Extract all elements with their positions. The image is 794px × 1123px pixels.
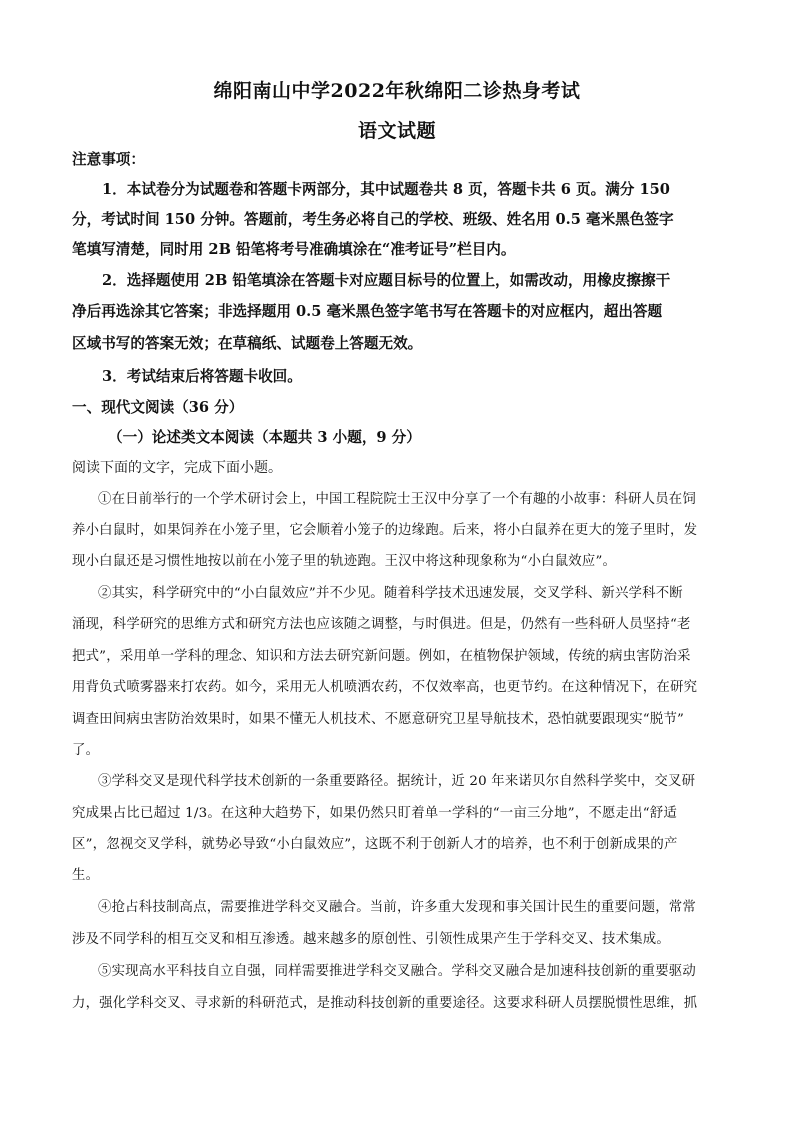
notice-line: 净后再选涂其它答案；非选择题用 0.5 毫米黑色签字笔书写在答题卡的对应框内，超出答题 <box>72 303 663 320</box>
passage-line: 涉及不同学科的相互交叉和相互渗透。越来越多的原创性、引领性成果产生于学科交叉、技术集成。 <box>72 932 670 947</box>
notice-line: 3．考试结束后将答题卡收回。 <box>102 368 302 385</box>
notice-heading: 注意事项： <box>72 151 145 168</box>
passage-line: ⑤实现高水平科技自立自强，同样需要推进学科交叉融合。学科交叉融合是加速科技创新的重要驱动 <box>98 964 696 979</box>
section-heading: 一、现代文阅读（36 分） <box>72 399 244 416</box>
passage-line: 了。 <box>72 743 100 758</box>
passage-line: 生。 <box>72 868 100 883</box>
passage-line: ③学科交叉是现代科学技术创新的一条重要路径。据统计，近 20 年来诺贝尔自然科学奖中，交叉研 <box>98 774 696 789</box>
subsection-heading: （一）论述类文本阅读（本题共 3 小题，9 分） <box>108 429 421 446</box>
notice-line: 笔填写清楚，同时用 2B 铅笔将考号准确填涂在“准考证号”栏目内。 <box>72 241 516 258</box>
notice-line: 区域书写的答案无效；在草稿纸、试题卷上答题无效。 <box>72 335 423 352</box>
notice-line: 1．本试卷分为试题卷和答题卡两部分，其中试题卷共 8 页，答题卡共 6 页。满分 150 <box>102 181 670 198</box>
passage-line: ①在日前举行的一个学术研讨会上，中国工程院院士王汉中分享了一个有趣的小故事：科研人员在饲 <box>98 492 696 507</box>
reading-instruction: 阅读下面的文字，完成下面小题。 <box>72 460 282 476</box>
passage-line: 力，强化学科交叉、寻求新的科研范式，是推动科技创新的重要途径。这要求科研人员摆脱惯性思维，抓 <box>72 996 698 1011</box>
passage-line: 用背负式喷雾器来打农药。如今，采用无人机喷洒农药，不仅效率高，也更节约。在这种情况下，在研究 <box>72 680 698 695</box>
passage-line: ④抢占科技制高点，需要推进学科交叉融合。当前，许多重大发现和事关国计民生的重要问题，常常 <box>98 900 696 915</box>
passage-line: 究成果占比已超过 1/3。在这种大趋势下，如果仍然只盯着单一学科的“一亩三分地”，不愿走出“舒适 <box>72 806 677 821</box>
exam-subtitle: 语文试题 <box>357 120 436 142</box>
notice-line: 分，考试时间 150 分钟。答题前，考生务必将自己的学校、班级、姓名用 0.5 毫米黑色签字 <box>72 211 674 228</box>
passage-line: ②其实，科学研究中的“小白鼠效应”并不少见。随着科学技术迅速发展，交叉学科、新兴学科不断 <box>98 586 683 601</box>
notice-line: 2．选择题使用 2B 铅笔填涂在答题卡对应题目标号的位置上，如需改动，用橡皮擦擦干 <box>102 272 671 289</box>
passage-line: 养小白鼠时，如果饲养在小笼子里，它会顺着小笼子的边缘跑。后来，将小白鼠养在更大的笼子里时，发 <box>72 523 698 538</box>
passage-line: 现小白鼠还是习惯性地按以前在小笼子里的轨迹跑。王汉中将这种现象称为“小白鼠效应”。 <box>72 554 617 569</box>
passage-line: 把式”，采用单一学科的理念、知识和方法去研究新问题。例如，在植物保护领域，传统的病虫害防治采 <box>72 649 691 664</box>
exam-title: 绵阳南山中学2022年秋绵阳二诊热身考试 <box>213 80 581 102</box>
passage-line: 涌现，科学研究的思维方式和研究方法也应该随之调整，与时俱进。但是，仍然有一些科研人员坚持“老 <box>72 617 691 632</box>
passage-line: 调查田间病虫害防治效果时，如果不懂无人机技术、不愿意研究卫星导航技术，恐怕就要跟现实“脱节” <box>72 712 685 727</box>
passage-line: 区”，忽视交叉学科，就势必导致“小白鼠效应”，这既不利于创新人才的培养，也不利于创新成果的产 <box>72 837 678 852</box>
